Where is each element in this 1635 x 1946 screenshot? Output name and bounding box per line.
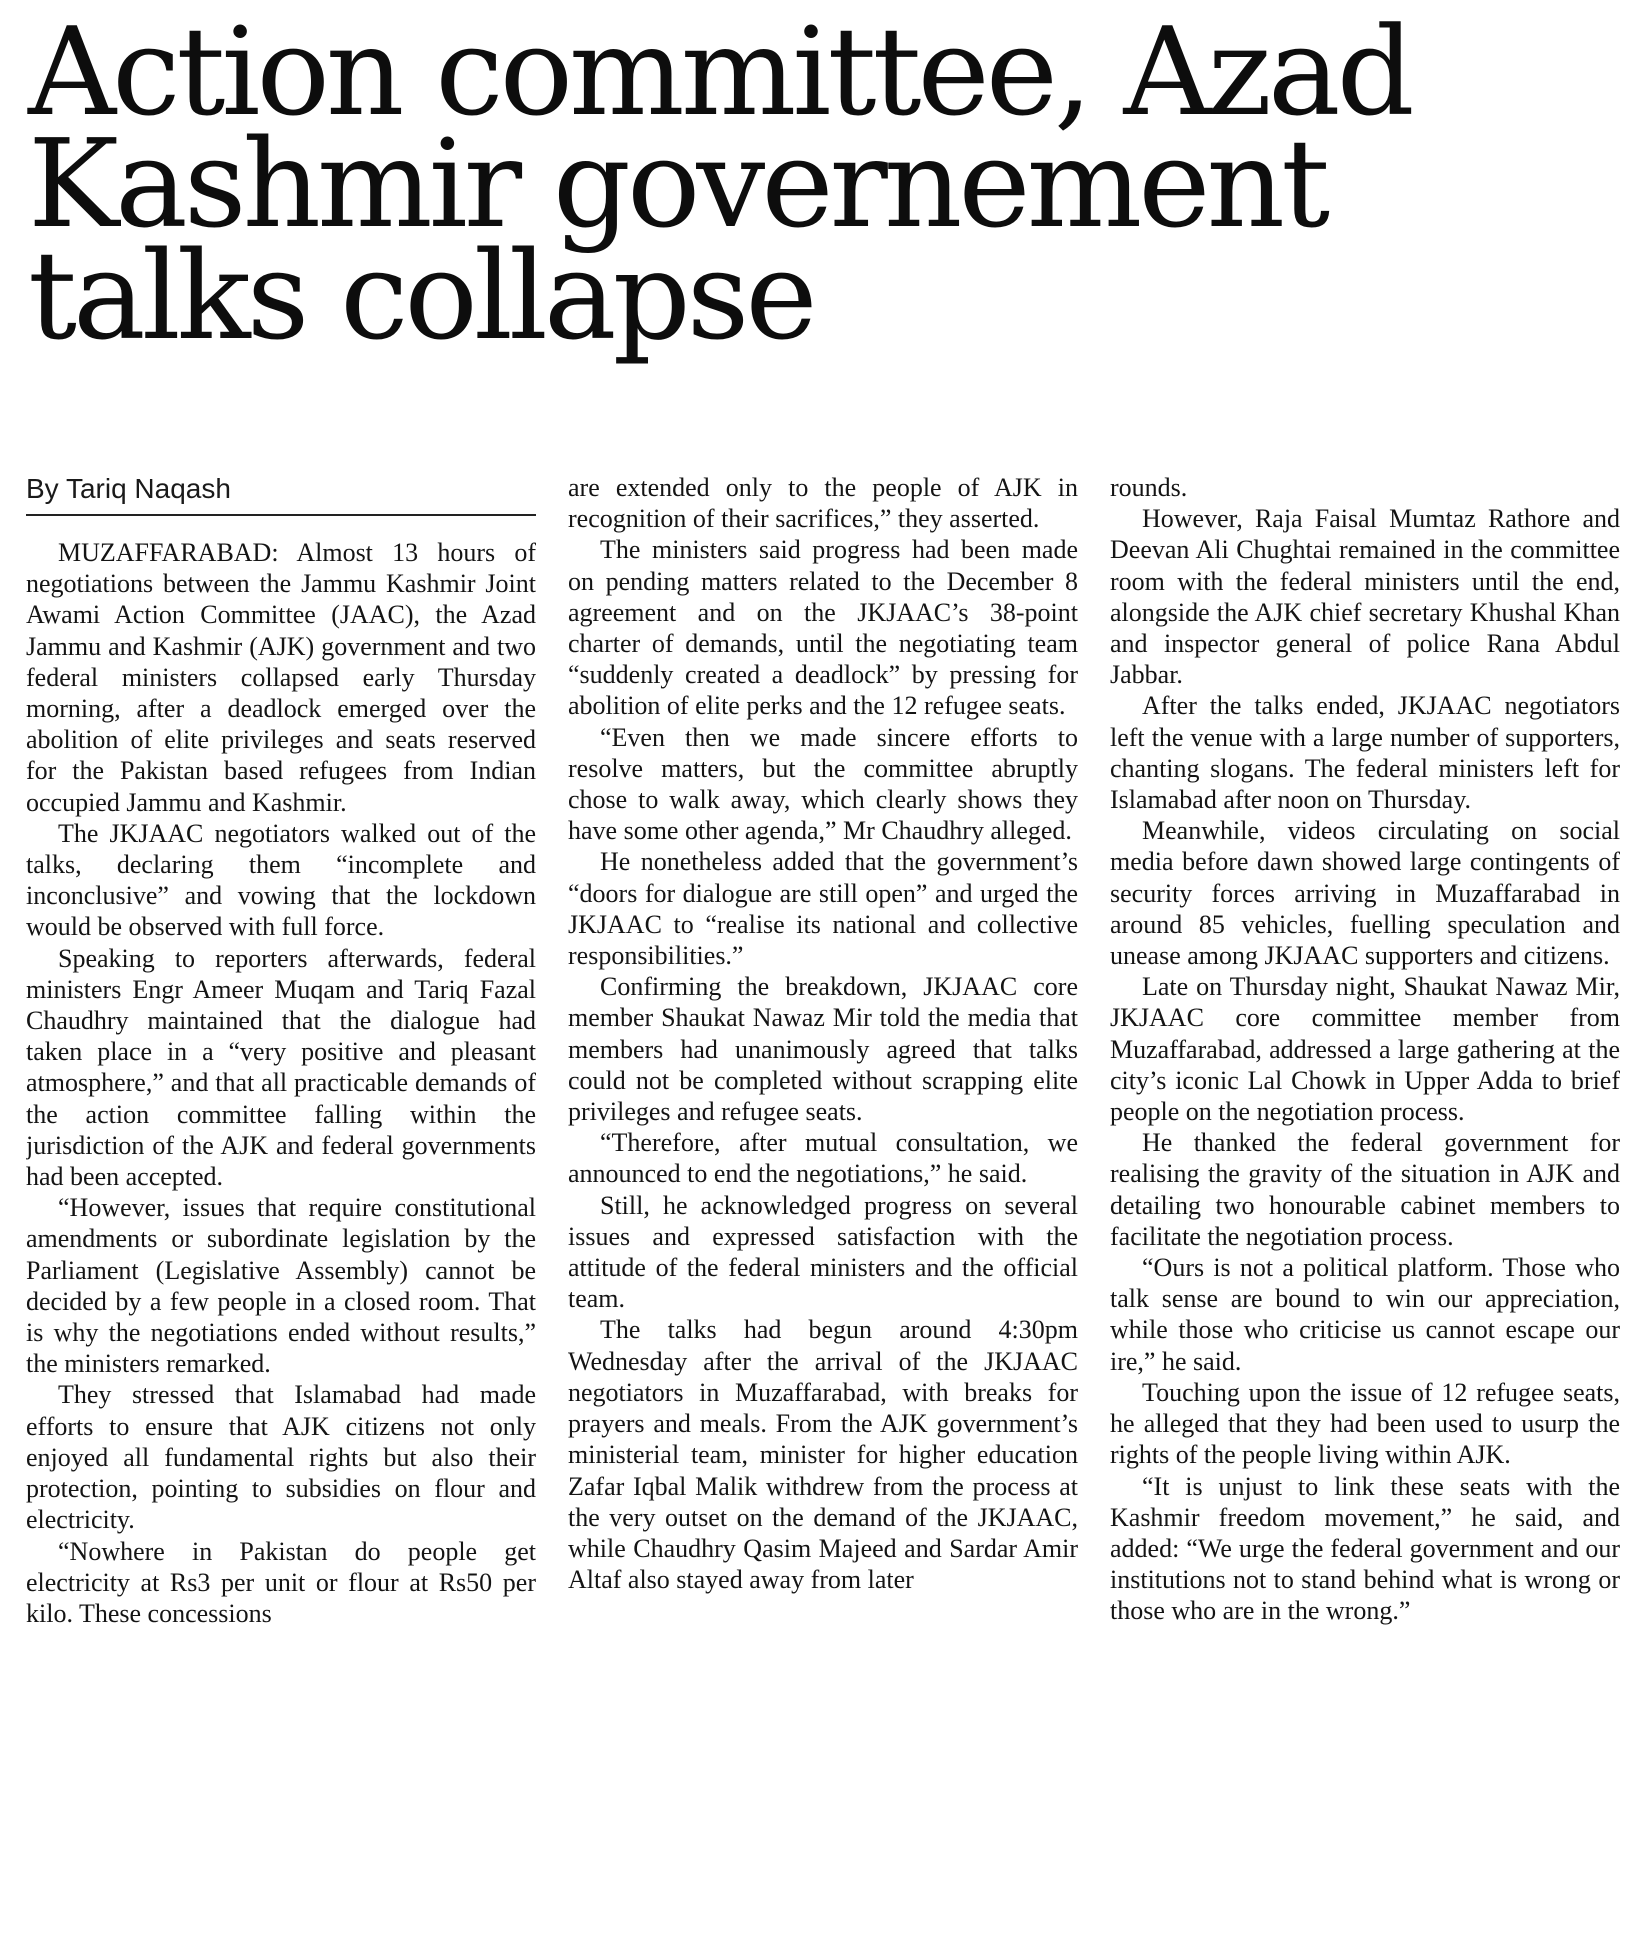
paragraph: Meanwhile, videos circulating on social media before dawn showed large contingents of security forces arriving in Muzaffarabad in around 85 vehicles, fuelling speculation and unease among JKJAAC supporters and citizens. — [1110, 816, 1620, 971]
paragraph: Confirming the breakdown, JKJAAC core member Shaukat Nawaz Mir told the media that members had unanimously agreed that talks could not be completed without scrapping elite privileges and refugee seats. — [568, 972, 1078, 1127]
paragraph: Speaking to reporters afterwards, federal ministers Engr Ameer Muqam and Tariq Fazal Chaudhry maintained that the dialogue had taken place in a “very positive and pleasant atmosphere,” and that all practicable demands of the action committee falling within the jurisdiction of the AJK and federal governments had been accepted. — [26, 943, 536, 1192]
paragraph: “Ours is not a political platform. Those who talk sense are bound to win our appreciation, while those who criticise us cannot escape our ire,” he said. — [1110, 1253, 1620, 1376]
article-columns — [26, 472, 1620, 1932]
paragraph: After the talks ended, JKJAAC negotiators left the venue with a large number of supporters, chanting slogans. The federal ministers left for Islamabad after noon on Thursday. — [1110, 691, 1620, 815]
paragraph: Touching upon the issue of 12 refugee seats, he alleged that they had been used to usurp the rights of the people living within AJK. — [1110, 1377, 1620, 1470]
paragraph-continued: are extended only to the people of AJK in recognition of their sacrifices,” they asserted. — [568, 473, 1078, 534]
column-3 — [1110, 472, 1620, 1932]
paragraph: Still, he acknowledged progress on several issues and expressed satisfaction with the attitude of the federal ministers and the official team. — [568, 1190, 1078, 1314]
headline-line-2: Kashmir governement — [28, 113, 1327, 255]
paragraph: The JKJAAC negotiators walked out of the talks, declaring them “incomplete and inconclusive” and vowing that the lockdown would be observed with full force. — [26, 818, 536, 942]
paragraph: They stressed that Islamabad had made efforts to ensure that AJK citizens not only enjoyed all fundamental rights but also their protection, pointing to subsidies on flour and electricity. — [26, 1380, 536, 1535]
paragraph: MUZAFFARABAD: Almost 13 hours of negotiations between the Jammu Kashmir Joint Awami Action Committee (JAAC), the Azad Jammu and Kashmir (AJK) government and two federal ministers collapsed early Thursday morning, after a deadlock emerged over the abolition of elite privileges and seats reserved for the Pakistan based refugees from Indian occupied Jammu and Kashmir. — [26, 538, 536, 817]
paragraph: The ministers said progress had been made on pending matters related to the December 8 agreement and on the JKJAAC’s 38-point charter of demands, until the negotiating team “suddenly created a deadlock” by pressing for abolition of elite perks and the 12 refugee seats. — [568, 535, 1078, 721]
byline: By Tariq Naqash — [26, 472, 536, 516]
headline-line-1: Action committee, Azad — [28, 1, 1411, 143]
paragraph: “Even then we made sincere efforts to resolve matters, but the committee abruptly chose to walk away, which clearly shows they have some other agenda,” Mr Chaudhry alleged. — [568, 722, 1078, 846]
paragraph: “However, issues that require constitutional amendments or subordinate legislation by the Parliament (Legislative Assembly) cannot be decided by a few people in a closed room. That is why the negotiations ended without results,” the ministers remarked. — [26, 1193, 536, 1379]
paragraph: “Therefore, after mutual consultation, we announced to end the negotiations,” he said. — [568, 1128, 1078, 1189]
paragraph: “It is unjust to link these seats with the Kashmir freedom movement,” he said, and added: “We urge the federal government and our institutions not to stand behind what is wrong or those who are in the wrong.” — [1110, 1471, 1620, 1626]
column-1 — [26, 472, 536, 1932]
paragraph: However, Raja Faisal Mumtaz Rathore and Deevan Ali Chughtai remained in the committee room with the federal ministers until the end, alongside the AJK chief secretary Khushal Khan and inspector general of police Rana Abdul Jabbar. — [1110, 504, 1620, 690]
headline — [28, 1, 1608, 367]
paragraph: He nonetheless added that the government’s “doors for dialogue are still open” and urged the JKJAAC to “realise its national and collective responsibilities.” — [568, 847, 1078, 971]
paragraph: The talks had begun around 4:30pm Wednesday after the arrival of the JKJAAC negotiators in Muzaffarabad, with breaks for prayers and meals. From the AJK government’s ministerial team, minister for higher education Zafar Iqbal Malik withdrew from the process at the very outset on the demand of the JKJAAC, while Chaudhry Qasim Majeed and Sardar Amir Altaf also stayed away from later — [568, 1315, 1078, 1595]
column-2 — [568, 472, 1078, 1932]
paragraph: He thanked the federal government for realising the gravity of the situation in AJK and detailing two honourable cabinet members to facilitate the negotiation process. — [1110, 1128, 1620, 1251]
headline-line-3: talks collapse — [28, 225, 814, 367]
paragraph: “Nowhere in Pakistan do people get electricity at Rs3 per unit or flour at Rs50 per kilo. These concessions — [26, 1536, 536, 1628]
paragraph: Late on Thursday night, Shaukat Nawaz Mir, JKJAAC core committee member from Muzaffarabad, addressed a large gathering at the city’s iconic Lal Chowk in Upper Adda to brief people on the negotiation process. — [1110, 972, 1620, 1127]
paragraph-continued: rounds. — [1110, 473, 1188, 502]
